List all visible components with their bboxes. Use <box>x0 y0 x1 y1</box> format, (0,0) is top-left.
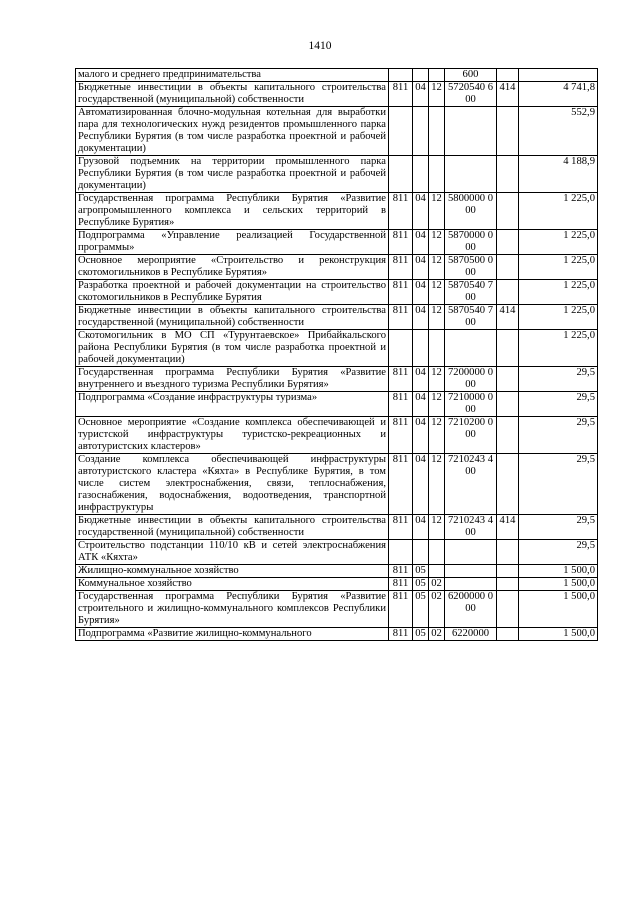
row-ved-code: 811 <box>389 392 413 417</box>
row-ved-code <box>389 107 413 156</box>
row-section-code: 04 <box>413 367 429 392</box>
row-name: Автоматизированная блочно-модульная котельная для выработки пара для технологических нужд резидентов промышленного парка Республики Бурятия (в том числе разработка проектной и рабочей документации) <box>76 107 389 156</box>
row-ved-code: 811 <box>389 367 413 392</box>
row-amount: 1 225,0 <box>519 280 598 305</box>
row-section-code <box>413 107 429 156</box>
row-subsection-code <box>429 69 445 82</box>
row-section-code <box>413 156 429 193</box>
row-amount: 29,5 <box>519 417 598 454</box>
row-ved-code: 811 <box>389 591 413 628</box>
row-subsection-code: 12 <box>429 417 445 454</box>
row-amount: 1 500,0 <box>519 628 598 641</box>
row-subsection-code <box>429 540 445 565</box>
row-section-code: 04 <box>413 193 429 230</box>
row-name: Строительство подстанции 110/10 кВ и сетей электроснабжения АТК «Кяхта» <box>76 540 389 565</box>
row-expense-type-code <box>497 565 519 578</box>
table-row <box>76 591 598 628</box>
row-subsection-code: 12 <box>429 305 445 330</box>
row-subsection-code: 12 <box>429 367 445 392</box>
row-section-code: 05 <box>413 628 429 641</box>
budget-table <box>75 68 598 641</box>
row-target-code <box>445 156 497 193</box>
row-target-code <box>445 540 497 565</box>
row-ved-code: 811 <box>389 454 413 515</box>
table-row <box>76 330 598 367</box>
row-target-code <box>445 107 497 156</box>
row-target-code: 5870540 700 <box>445 305 497 330</box>
row-name: Подпрограмма «Управление реализацией Государственной программы» <box>76 230 389 255</box>
row-amount: 29,5 <box>519 515 598 540</box>
table-row <box>76 515 598 540</box>
row-name: Создание комплекса обеспечивающей инфраструктуры автотуристского кластера «Кяхта» в Республике Бурятия, в том числе систем электроснабжения, связи, теплоснабжения, газоснабжения, водоснабжения, водоотведения, транспортной инфраструктуры <box>76 454 389 515</box>
row-expense-type-code <box>497 392 519 417</box>
row-amount: 29,5 <box>519 454 598 515</box>
row-target-code: 600 <box>445 69 497 82</box>
row-target-code: 6220000 <box>445 628 497 641</box>
row-amount: 1 500,0 <box>519 565 598 578</box>
row-name: малого и среднего предпринимательства <box>76 69 389 82</box>
row-target-code <box>445 330 497 367</box>
row-ved-code: 811 <box>389 565 413 578</box>
row-section-code: 04 <box>413 305 429 330</box>
row-amount: 29,5 <box>519 367 598 392</box>
row-section-code: 04 <box>413 515 429 540</box>
table-row <box>76 255 598 280</box>
row-expense-type-code <box>497 540 519 565</box>
row-ved-code: 811 <box>389 82 413 107</box>
row-subsection-code <box>429 107 445 156</box>
row-expense-type-code <box>497 454 519 515</box>
row-amount: 1 500,0 <box>519 591 598 628</box>
row-ved-code <box>389 69 413 82</box>
row-section-code: 05 <box>413 578 429 591</box>
row-amount: 4 188,9 <box>519 156 598 193</box>
table-row <box>76 193 598 230</box>
row-ved-code <box>389 540 413 565</box>
row-target-code: 5870000 000 <box>445 230 497 255</box>
row-ved-code: 811 <box>389 417 413 454</box>
row-subsection-code: 12 <box>429 193 445 230</box>
row-amount: 1 225,0 <box>519 230 598 255</box>
row-section-code: 05 <box>413 591 429 628</box>
row-expense-type-code: 414 <box>497 305 519 330</box>
row-target-code: 7210000 000 <box>445 392 497 417</box>
table-row <box>76 367 598 392</box>
row-expense-type-code <box>497 417 519 454</box>
row-amount: 1 500,0 <box>519 578 598 591</box>
row-name: Государственная программа Республики Бурятия «Развитие внутреннего и въездного туризма Республики Бурятия» <box>76 367 389 392</box>
row-expense-type-code <box>497 255 519 280</box>
row-section-code: 04 <box>413 417 429 454</box>
row-amount: 29,5 <box>519 392 598 417</box>
table-row <box>76 230 598 255</box>
row-subsection-code: 02 <box>429 578 445 591</box>
row-target-code <box>445 578 497 591</box>
row-amount: 1 225,0 <box>519 255 598 280</box>
row-subsection-code: 12 <box>429 392 445 417</box>
row-amount: 1 225,0 <box>519 193 598 230</box>
table-row <box>76 392 598 417</box>
row-name: Основное мероприятие «Строительство и реконструкция скотомогильников в Республике Бурятия» <box>76 255 389 280</box>
row-target-code: 5720540 600 <box>445 82 497 107</box>
row-amount: 1 225,0 <box>519 330 598 367</box>
table-row <box>76 156 598 193</box>
row-name: Бюджетные инвестиции в объекты капитального строительства государственной (муниципальной) собственности <box>76 515 389 540</box>
row-name: Подпрограмма «Создание инфраструктуры туризма» <box>76 392 389 417</box>
row-subsection-code: 12 <box>429 515 445 540</box>
row-section-code: 04 <box>413 392 429 417</box>
row-subsection-code: 02 <box>429 591 445 628</box>
table-row <box>76 82 598 107</box>
row-section-code <box>413 540 429 565</box>
row-amount: 552,9 <box>519 107 598 156</box>
row-target-code: 5870500 000 <box>445 255 497 280</box>
table-row <box>76 417 598 454</box>
row-ved-code: 811 <box>389 305 413 330</box>
row-amount: 4 741,8 <box>519 82 598 107</box>
row-ved-code <box>389 330 413 367</box>
page-number: 1410 <box>308 40 332 52</box>
row-section-code: 04 <box>413 280 429 305</box>
row-ved-code: 811 <box>389 515 413 540</box>
row-amount: 1 225,0 <box>519 305 598 330</box>
row-name: Бюджетные инвестиции в объекты капитального строительства государственной (муниципальной) собственности <box>76 305 389 330</box>
row-section-code: 04 <box>413 255 429 280</box>
row-target-code: 5870540 700 <box>445 280 497 305</box>
row-section-code: 04 <box>413 454 429 515</box>
table-row <box>76 305 598 330</box>
row-ved-code: 811 <box>389 230 413 255</box>
row-expense-type-code <box>497 230 519 255</box>
row-expense-type-code <box>497 107 519 156</box>
table-row <box>76 628 598 641</box>
row-ved-code: 811 <box>389 578 413 591</box>
row-target-code: 6200000 000 <box>445 591 497 628</box>
row-subsection-code: 12 <box>429 454 445 515</box>
row-amount <box>519 69 598 82</box>
row-name: Коммунальное хозяйство <box>76 578 389 591</box>
table-row <box>76 69 598 82</box>
row-expense-type-code <box>497 193 519 230</box>
table-row <box>76 107 598 156</box>
row-expense-type-code <box>497 330 519 367</box>
row-ved-code: 811 <box>389 628 413 641</box>
row-expense-type-code <box>497 628 519 641</box>
row-ved-code: 811 <box>389 255 413 280</box>
row-section-code: 05 <box>413 565 429 578</box>
row-subsection-code <box>429 330 445 367</box>
row-expense-type-code: 414 <box>497 82 519 107</box>
row-expense-type-code <box>497 578 519 591</box>
row-ved-code <box>389 156 413 193</box>
row-expense-type-code <box>497 591 519 628</box>
table-row <box>76 578 598 591</box>
row-subsection-code: 12 <box>429 82 445 107</box>
row-name: Разработка проектной и рабочей документации на строительство скотомогильников в Республике Бурятия <box>76 280 389 305</box>
row-subsection-code: 12 <box>429 255 445 280</box>
row-subsection-code: 12 <box>429 280 445 305</box>
row-expense-type-code <box>497 367 519 392</box>
row-name: Бюджетные инвестиции в объекты капитального строительства государственной (муниципальной) собственности <box>76 82 389 107</box>
row-expense-type-code: 414 <box>497 515 519 540</box>
row-subsection-code <box>429 156 445 193</box>
row-target-code: 7210243 400 <box>445 515 497 540</box>
row-expense-type-code <box>497 280 519 305</box>
row-subsection-code <box>429 565 445 578</box>
row-name: Грузовой подъемник на территории промышленного парка Республики Бурятия (в том числе разработка проектной и рабочей документации) <box>76 156 389 193</box>
row-ved-code: 811 <box>389 280 413 305</box>
row-name: Жилищно-коммунальное хозяйство <box>76 565 389 578</box>
row-name: Скотомогильник в МО СП «Турунтаевское» Прибайкальского района Республики Бурятия (в том числе разработка проектной и рабочей документации) <box>76 330 389 367</box>
row-name: Государственная программа Республики Бурятия «Развитие строительного и жилищно-коммунального комплексов Республики Бурятия» <box>76 591 389 628</box>
row-target-code: 7210243 400 <box>445 454 497 515</box>
row-subsection-code: 12 <box>429 230 445 255</box>
table-row <box>76 540 598 565</box>
table-row <box>76 280 598 305</box>
row-name: Подпрограмма «Развитие жилищно-коммунального <box>76 628 389 641</box>
row-target-code: 7210200 000 <box>445 417 497 454</box>
row-expense-type-code <box>497 156 519 193</box>
row-name: Основное мероприятие «Создание комплекса обеспечивающей и туристской инфраструктуры туристско-рекреационных и автотуристских кластеров» <box>76 417 389 454</box>
row-section-code: 04 <box>413 230 429 255</box>
row-section-code: 04 <box>413 82 429 107</box>
row-target-code: 5800000 000 <box>445 193 497 230</box>
table-row <box>76 454 598 515</box>
row-subsection-code: 02 <box>429 628 445 641</box>
row-target-code <box>445 565 497 578</box>
row-amount: 29,5 <box>519 540 598 565</box>
row-section-code <box>413 330 429 367</box>
table-row <box>76 565 598 578</box>
row-section-code <box>413 69 429 82</box>
row-name: Государственная программа Республики Бурятия «Развитие агропромышленного комплекса и сельских территорий в Республике Бурятия» <box>76 193 389 230</box>
row-expense-type-code <box>497 69 519 82</box>
row-target-code: 7200000 000 <box>445 367 497 392</box>
row-ved-code: 811 <box>389 193 413 230</box>
